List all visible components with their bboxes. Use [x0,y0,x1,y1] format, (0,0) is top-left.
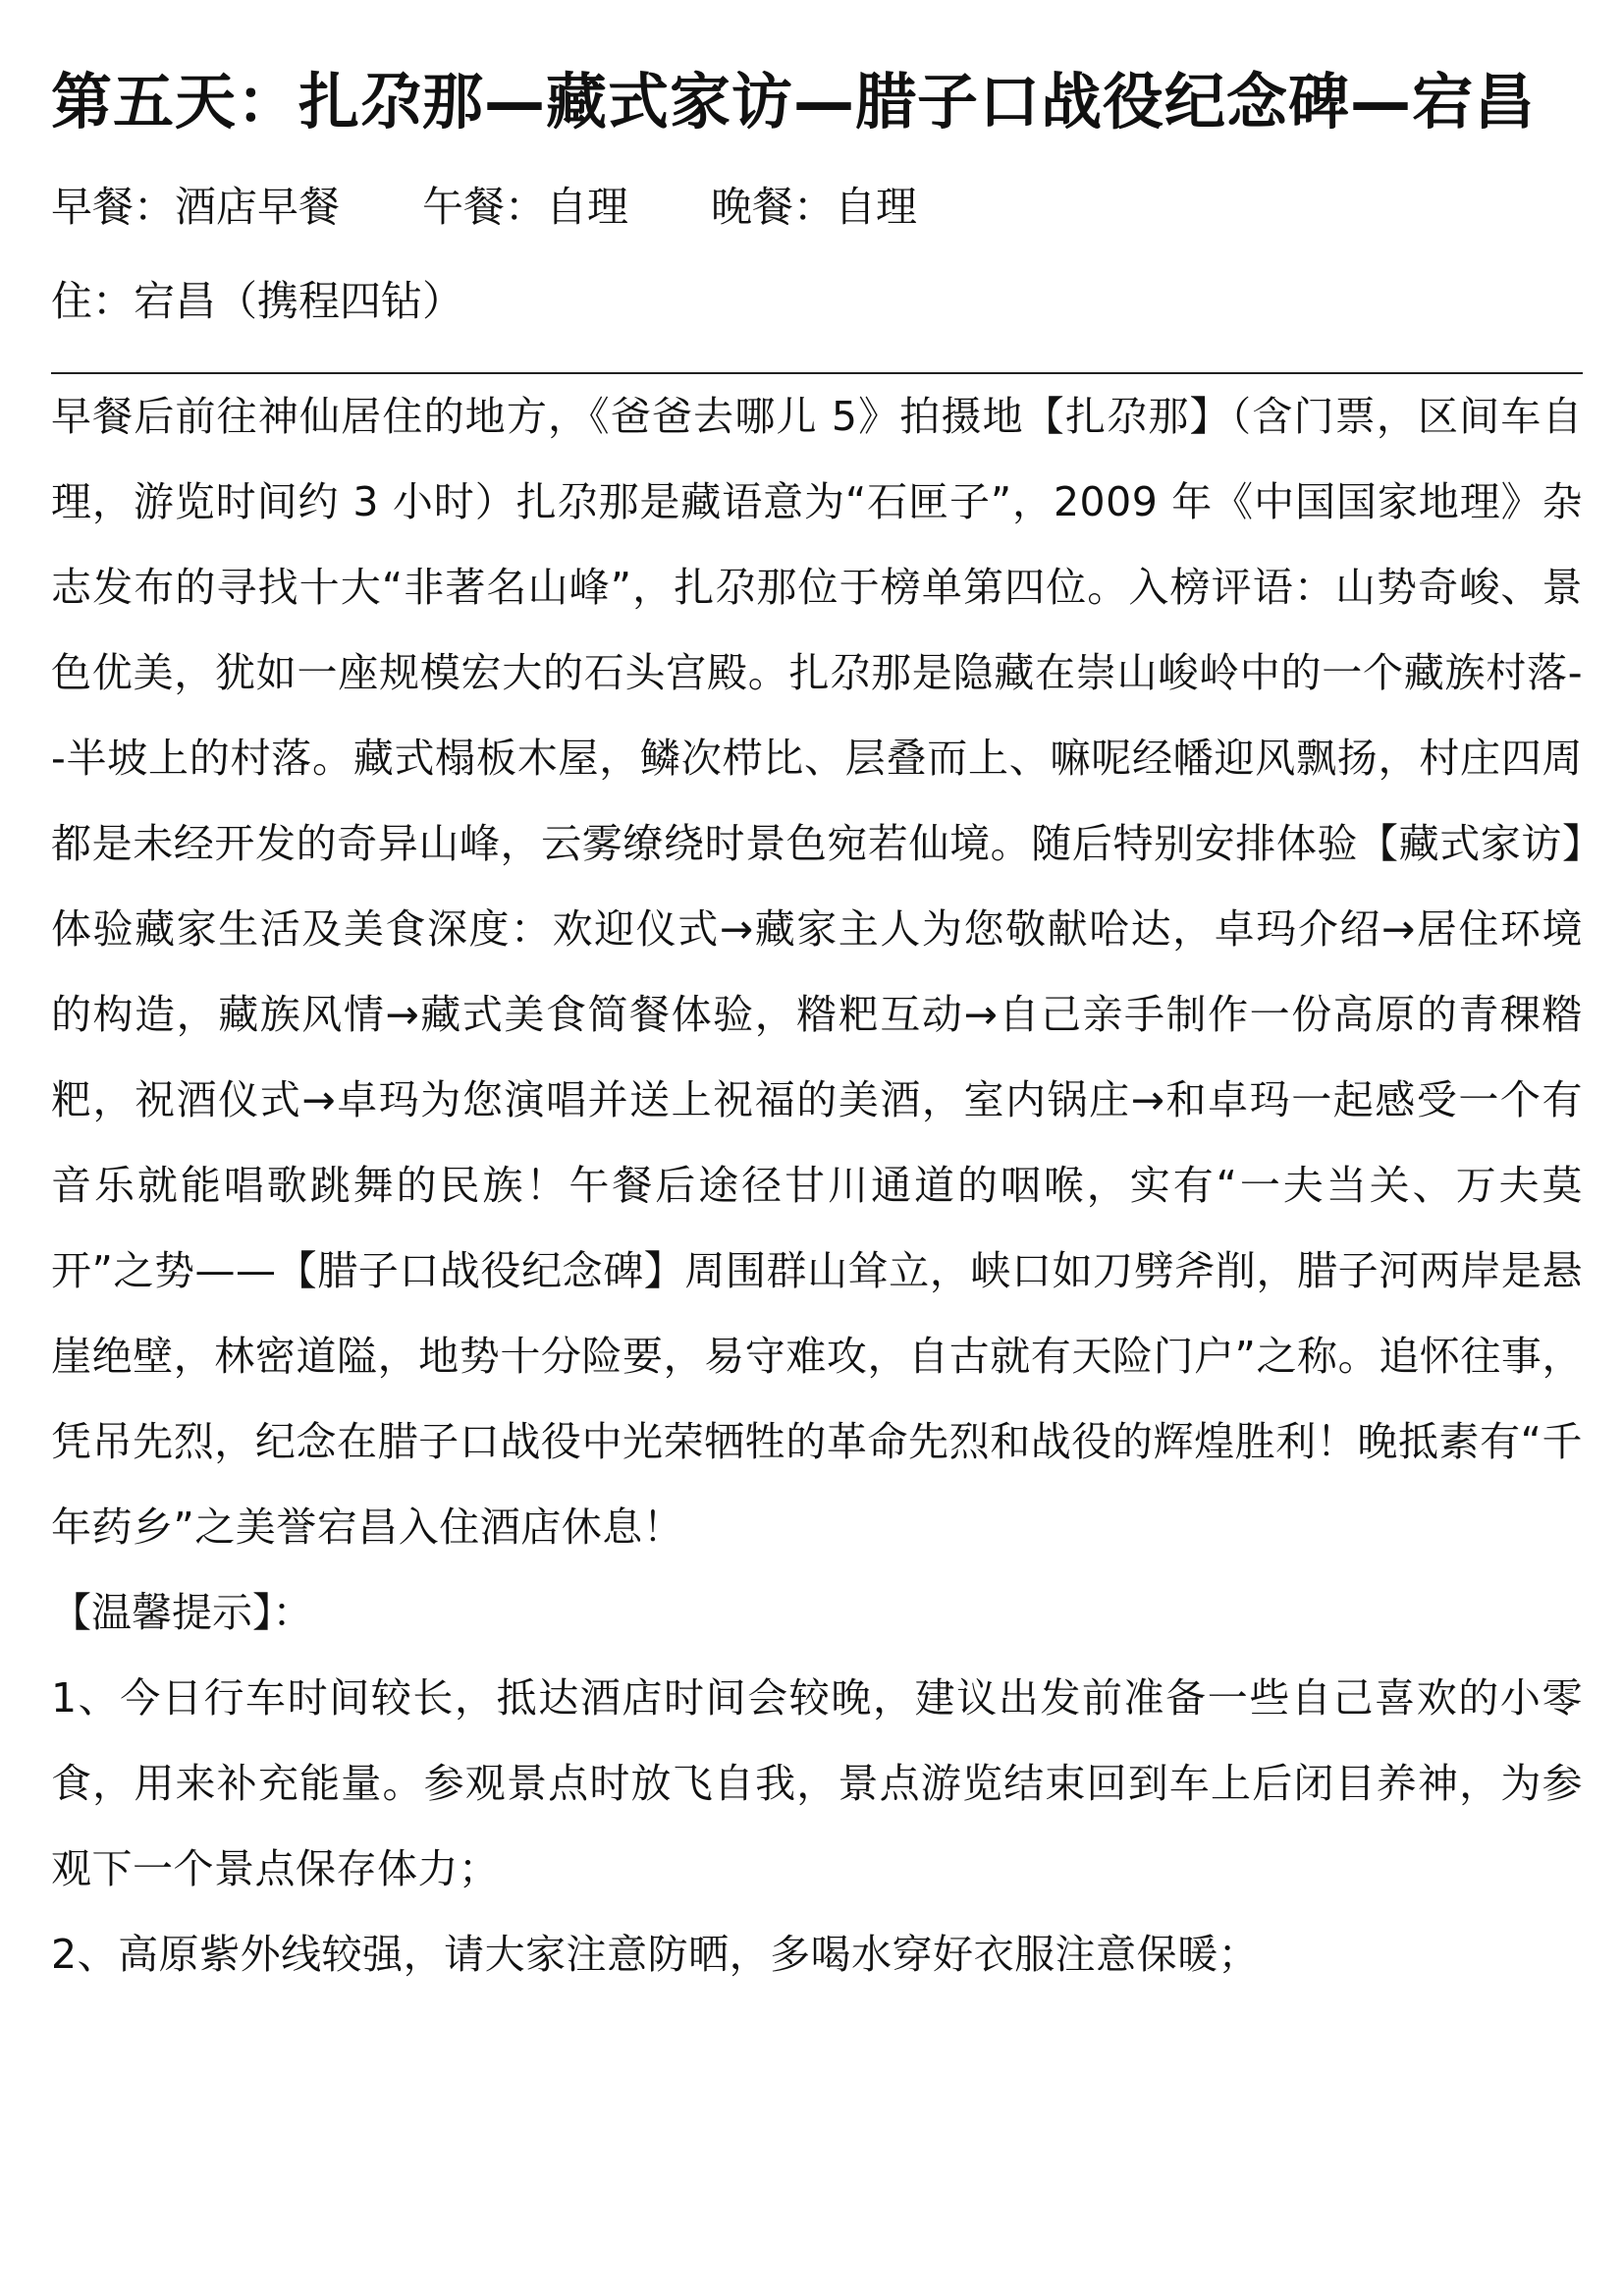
tips-heading: 【温馨提示】： [51,1589,313,1636]
accommodation-info: 住：宕昌（携程四钻） [51,277,464,325]
day-description: 早餐后前往神仙居住的地方，《爸爸去哪儿 5》拍摄地【扎尕那】（含门票，区间车自理，游览时间约 3 小时）扎尕那是藏语意为“石匣子”，2009 年《中国国家地理》杂志发布的寻找十大“非著名山峰”，扎尕那位于榜单第四位。入榜评语：山势奇峻、景色优美，犹如一座规模宏大的石头宫殿。扎尕那是隐藏在崇山峻岭中的一个藏族村落--半坡上的村落。藏式榻板木屋，鳞次栉比、层叠而上、嘛呢经幡迎风飘扬，村庄四周都是未经开发的奇异山峰，云雾缭绕时景色宛若仙境。随后特别安排体验【藏式家访】体验藏家生活及美食深度：欢迎仪式→藏家主人为您敬献哈达，卓玛介绍→居住环境的构造，藏族风情→藏式美食简餐体验，糌粑互动→自己亲手制作一份高原的青稞糌粑，祝酒仪式→卓玛为您演唱并送上祝福的美酒，室内锅庄→和卓玛一起感受一个有音乐就能唱歌跳舞的民族！午餐后途径甘川通道的咽喉，实有“一夫当关、万夫莫开”之势——【腊子口战役纪念碑】周围群山耸立，峡口如刀劈斧削，腊子河两岸是悬崖绝壁，林密道隘，地势十分险要，易守难攻，自古就有天险门户”之称。追怀往事，凭吊先烈，纪念在腊子口战役中光荣牺牲的革命先烈和战役的辉煌胜利！晚抵素有“千年药乡”之美誉宕昌入住酒店休息！ [51,393,1583,1551]
itinerary-page [51,0,1583,1997]
day-title: 第五天：扎尕那—藏式家访—腊子口战役纪念碑—宕昌 [51,66,1537,137]
tip-item: 1、今日行车时间较长，抵达酒店时间会较晚，建议出发前准备一些自己喜欢的小零食，用来补充能量。参观景点时放飞自我，景点游览结束回到车上后闭目养神，为参观下一个景点保存体力； [51,1674,1583,1892]
dinner-info: 晚餐：自理 [711,183,918,231]
breakfast-info: 早餐：酒店早餐 [51,183,341,231]
meals-line [51,178,1583,237]
tip-item: 2、高原紫外线较强，请大家注意防晒，多喝水穿好衣服注意保暖； [51,1931,1260,1978]
lunch-info: 午餐：自理 [422,183,629,231]
